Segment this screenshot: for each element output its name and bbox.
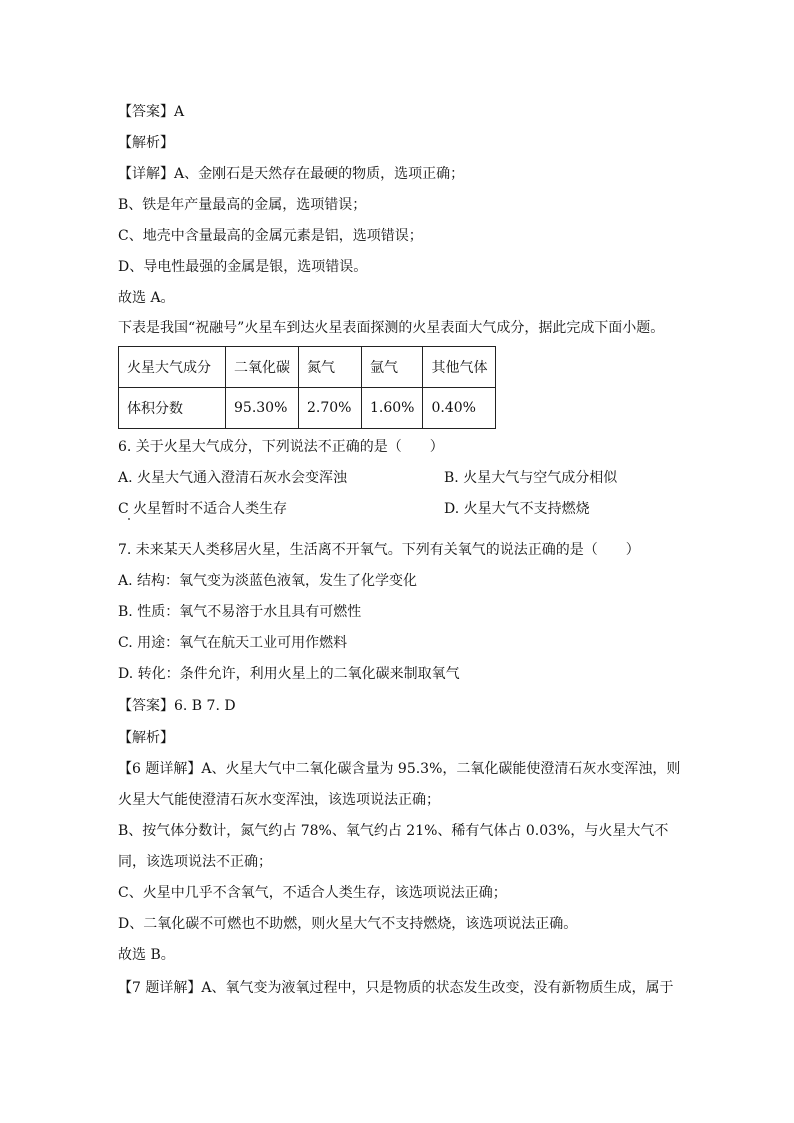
detail-6-line-3: B、按气体分数计，氮气约占 78%、氧气约占 21%、稀有气体占 0.03%，与火星大气不 <box>118 823 669 839</box>
detail-line-c: C、地壳中含量最高的金属元素是铝，选项错误； <box>118 228 423 244</box>
question-7-option-c: C. 用途：氧气在航天工业可用作燃料 <box>118 635 348 651</box>
detail-line-b: B、铁是年产量最高的金属，选项错误； <box>118 197 367 213</box>
question-7-stem: 7. 未来某天人类移居火星，生活离不开氧气。下列有关氧气的说法正确的是（ ） <box>118 542 640 558</box>
detail-6-line-5: C、火星中几乎不含氧气，不适合人类生存，该选项说法正确； <box>118 885 507 901</box>
table-intro: 下表是我国“祝融号”火星车到达火星表面探测的火星表面大气成分，据此完成下面小题。 <box>118 320 665 336</box>
stray-dot-mark <box>128 518 130 520</box>
question-7-option-b: B. 性质：氧气不易溶于水且具有可燃性 <box>118 604 362 620</box>
question-6-option-a: A. 火星大气通入澄清石灰水会变浑浊 <box>118 470 348 486</box>
question-6-option-d: D. 火星大气不支持燃烧 <box>444 501 590 517</box>
analysis-label-2: 【解析】 <box>118 730 174 746</box>
choose-line-2: 故选 B。 <box>118 947 175 963</box>
table-cell: 氩气 <box>362 347 423 388</box>
table-cell: 0.40% <box>423 388 496 429</box>
table-cell: 95.30% <box>226 388 299 429</box>
answer-label-1: 【答案】A <box>118 104 185 120</box>
detail-6-line-6: D、二氧化碳不可燃也不助燃，则火星大气不支持燃烧，该选项说法正确。 <box>118 916 578 932</box>
detail-line-a: 【详解】A、金刚石是天然存在最硬的物质，选项正确； <box>118 166 465 182</box>
question-6-option-b: B. 火星大气与空气成分相似 <box>444 470 618 486</box>
answer-label-2: 【答案】6. B 7. D <box>118 698 236 714</box>
table-cell: 2.70% <box>299 388 362 429</box>
question-6-stem: 6. 关于火星大气成分，下列说法不正确的是（ ） <box>118 439 444 455</box>
detail-6-line-2: 火星大气能使澄清石灰水变浑浊，该选项说法正确； <box>118 792 440 808</box>
table-cell: 二氧化碳 <box>226 347 299 388</box>
question-7-option-a: A. 结构：氧气变为淡蓝色液氧，发生了化学变化 <box>118 573 418 589</box>
table-cell: 火星大气成分 <box>119 347 226 388</box>
table-row <box>119 388 496 429</box>
detail-6-line-1: 【6 题详解】A、火星大气中二氧化碳含量为 95.3%，二氧化碳能使澄清石灰水变浑浊，则 <box>118 761 681 777</box>
detail-6-line-4: 同，该选项说法不正确； <box>118 854 272 870</box>
table-cell: 氮气 <box>299 347 362 388</box>
table-cell: 体积分数 <box>119 388 226 429</box>
table-cell: 其他气体 <box>423 347 496 388</box>
analysis-label-1: 【解析】 <box>118 135 174 151</box>
mars-atmosphere-table <box>118 346 496 429</box>
choose-line-1: 故选 A。 <box>118 290 175 306</box>
detail-line-d: D、导电性最强的金属是银，选项错误。 <box>118 259 368 275</box>
table-header-row <box>119 347 496 388</box>
table-cell: 1.60% <box>362 388 423 429</box>
question-7-option-d: D. 转化：条件允许，利用火星上的二氧化碳来制取氧气 <box>118 666 460 682</box>
detail-7-line-1: 【7 题详解】A、氧气变为液氧过程中，只是物质的状态发生改变，没有新物质生成，属于 <box>118 980 674 996</box>
question-6-option-c: C 火星暂时不适合人类生存 <box>118 501 288 517</box>
